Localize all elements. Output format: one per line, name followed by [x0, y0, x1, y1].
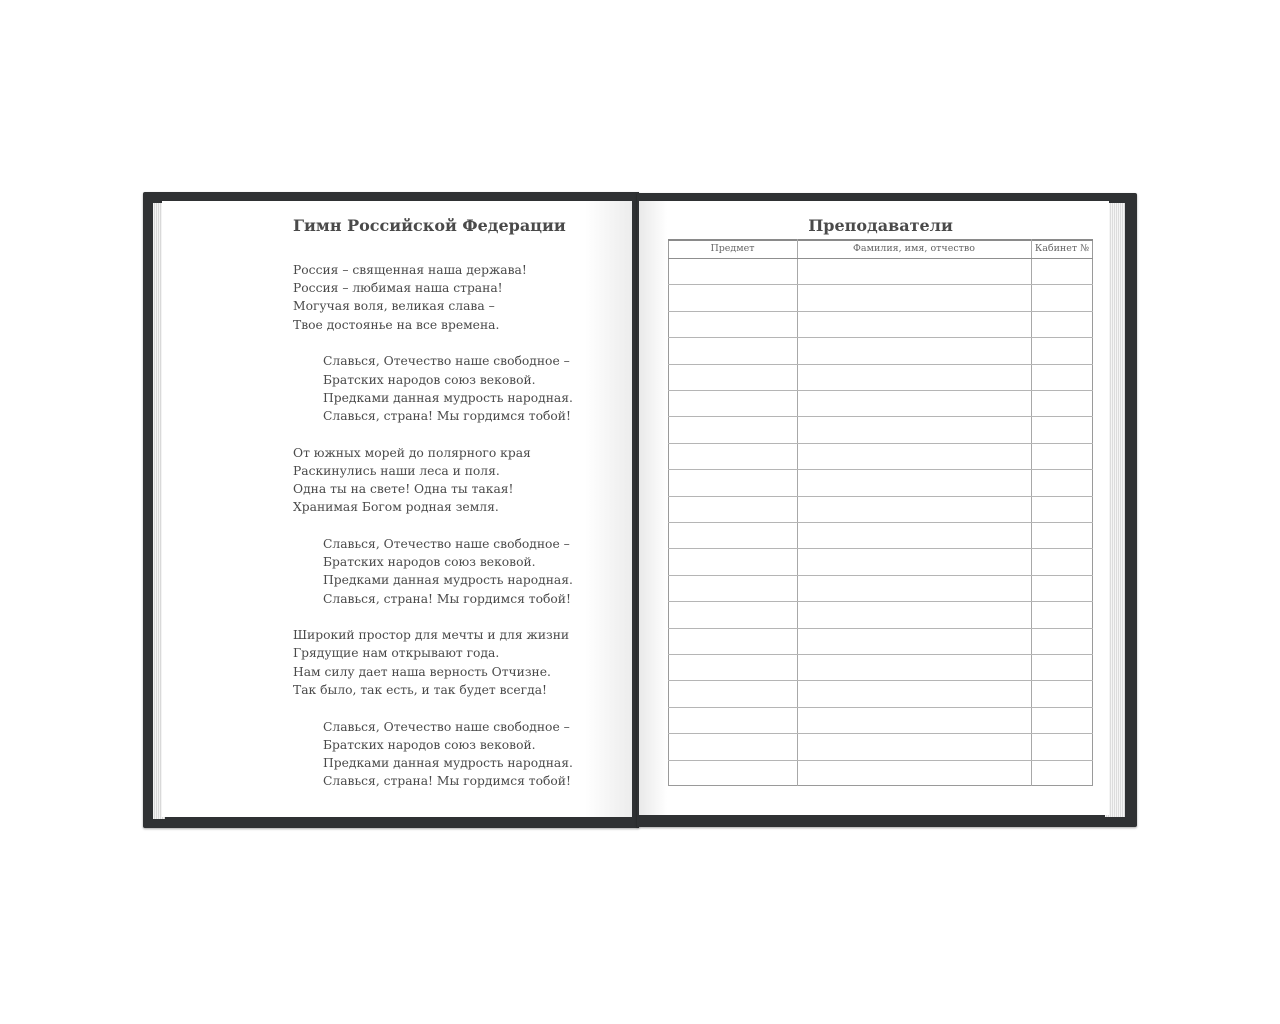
table-row [668, 601, 1093, 602]
table-row [668, 760, 1093, 761]
anthem-line: Братских народов союз вековой. [323, 555, 536, 570]
anthem-line: Грядущие нам открывают года. [293, 646, 500, 661]
table-row [668, 575, 1093, 576]
anthem-line: Раскинулись наши леса и поля. [293, 463, 500, 478]
table-row [668, 628, 1093, 629]
anthem-line: Россия – любимая наша страна! [293, 281, 503, 296]
anthem-line: Братских народов союз вековой. [323, 372, 536, 387]
anthem-line: Нам силу дает наша верность Отчизне. [293, 664, 551, 679]
table-row [668, 548, 1093, 549]
anthem-line: Так было, так есть, и так будет всегда! [293, 682, 547, 697]
table-row [668, 707, 1093, 708]
table-row [668, 496, 1093, 497]
table-row [668, 733, 1093, 734]
table-row [668, 443, 1093, 444]
table-row [668, 469, 1093, 470]
anthem-line: Твое достоянье на все времена. [293, 317, 500, 332]
table-row [668, 416, 1093, 417]
anthem-line: Предками данная мудрость народная. [323, 390, 573, 405]
table-row [668, 337, 1093, 338]
table-frame [668, 239, 1093, 786]
anthem-line: Славься, страна! Мы гордимся тобой! [323, 591, 571, 606]
table-top-rule [668, 239, 1093, 241]
table-row [668, 522, 1093, 523]
anthem-line: Широкий простор для мечты и для жизни [293, 628, 570, 643]
anthem-line: Одна ты на свете! Одна ты такая! [293, 482, 514, 496]
table-row [668, 284, 1093, 285]
table-row [668, 364, 1093, 365]
anthem-line: Могучая воля, великая слава – [293, 299, 495, 314]
anthem-line: Предками данная мудрость народная. [323, 755, 573, 770]
anthem-line: Россия – священная наша держава! [293, 263, 527, 277]
column-header: Фамилия, имя, отчество [853, 243, 975, 254]
table-row [668, 390, 1093, 391]
anthem-line: От южных морей до полярного края [293, 445, 531, 460]
anthem-line: Предками данная мудрость народная. [323, 573, 573, 588]
anthem-line: Братских народов союз вековой. [323, 737, 536, 752]
anthem-line: Славься, Отечество наше свободное – [323, 719, 570, 734]
column-header: Предмет [710, 243, 755, 254]
teachers-title: Преподаватели [808, 216, 953, 235]
anthem-line: Славься, страна! Мы гордимся тобой! [323, 408, 571, 423]
header-rule [668, 258, 1093, 259]
anthem-line: Славься, Отечество наше свободное – [323, 354, 570, 369]
anthem-line: Славься, страна! Мы гордимся тобой! [323, 774, 571, 789]
table-row [668, 680, 1093, 681]
table-row [668, 311, 1093, 312]
anthem-title: Гимн Российской Федерации [293, 216, 566, 235]
column-divider [797, 239, 798, 786]
column-header: Кабинет № [1034, 243, 1090, 254]
column-divider [1031, 239, 1032, 786]
table-row [668, 654, 1093, 655]
anthem-line: Хранимая Богом родная земля. [293, 500, 499, 515]
anthem-line: Славься, Отечество наше свободное – [323, 536, 570, 551]
